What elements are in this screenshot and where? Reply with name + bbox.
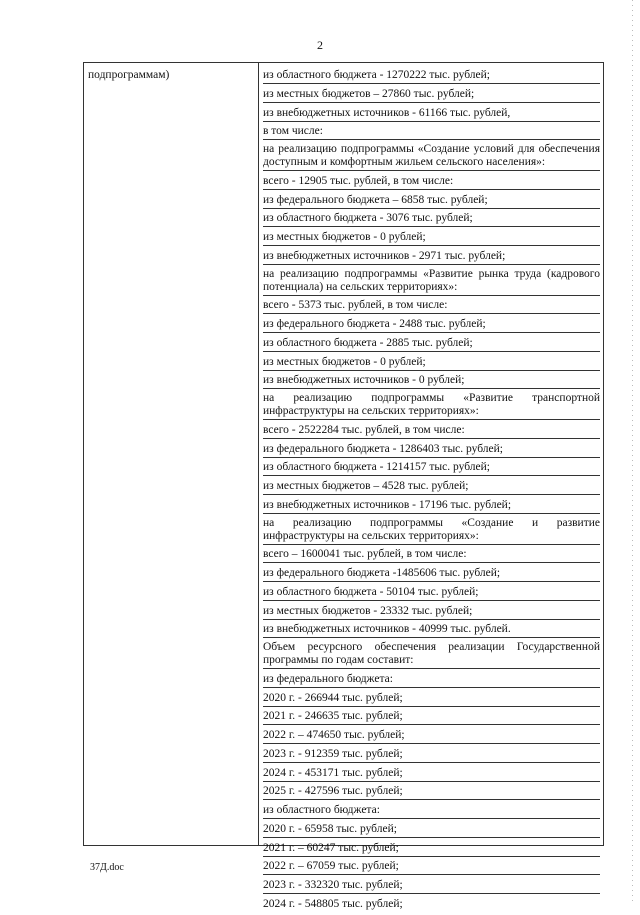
- table-line: из федерального бюджета -1485606 тыс. рублей;: [263, 566, 600, 582]
- table-line: 2023 г. - 912359 тыс. рублей;: [263, 747, 600, 763]
- table-line: 2021 г. - 246635 тыс. рублей;: [263, 709, 600, 725]
- right-cell: [263, 68, 600, 915]
- table-line: 2020 г. - 65958 тыс. рублей;: [263, 822, 600, 838]
- table-line: в том числе:: [263, 124, 600, 140]
- table-line: всего – 1600041 тыс. рублей, в том числе:: [263, 547, 600, 563]
- document-filename: 37Д.doc: [90, 862, 124, 873]
- table-line: из местных бюджетов - 0 рублей;: [263, 355, 600, 371]
- table-line: 2025 г. - 427596 тыс. рублей;: [263, 784, 600, 800]
- subprogram-heading: на реализацию подпрограммы «Развитие транспортной инфраструктуры на сельских территориях»:: [263, 392, 600, 420]
- table-line: из областного бюджета - 3076 тыс. рублей;: [263, 211, 600, 227]
- table-line: 2022 г. – 474650 тыс. рублей;: [263, 728, 600, 744]
- scan-edge-dots: [632, 0, 633, 905]
- table-line: из местных бюджетов – 4528 тыс. рублей;: [263, 479, 600, 495]
- table-line: из областного бюджета - 1270222 тыс. рублей;: [263, 68, 600, 84]
- table-line: всего - 2522284 тыс. рублей, в том числе:: [263, 423, 600, 439]
- table-line: из областного бюджета - 50104 тыс. рублей;: [263, 585, 600, 601]
- table-line: 2024 г. - 453171 тыс. рублей;: [263, 766, 600, 782]
- table-line: 2021 г. – 60247 тыс. рублей;: [263, 841, 600, 857]
- table-line: 2024 г. - 548805 тыс. рублей;: [263, 897, 403, 910]
- table-line: из федерального бюджета - 1286403 тыс. рублей;: [263, 442, 600, 458]
- funding-by-year-heading: Объем ресурсного обеспечения реализации Государственной программы по годам составит:: [263, 641, 600, 669]
- table-line: из областного бюджета - 1214157 тыс. рублей;: [263, 460, 600, 476]
- table-line: из внебюджетных источников - 0 рублей;: [263, 373, 600, 389]
- subprogram-heading: на реализацию подпрограммы «Создание условий для обеспечения доступным и комфортным жильем сельского населения»:: [263, 143, 600, 171]
- table-line: из областного бюджета - 2885 тыс. рублей;: [263, 336, 600, 352]
- table-line: из внебюджетных источников - 40999 тыс. рублей.: [263, 622, 600, 638]
- table-line: всего - 5373 тыс. рублей, в том числе:: [263, 298, 600, 314]
- table-line: из федерального бюджета - 2488 тыс. рублей;: [263, 317, 600, 333]
- table-line: из местных бюджетов - 23332 тыс. рублей;: [263, 604, 600, 620]
- table-line: из местных бюджетов – 27860 тыс. рублей;: [263, 87, 600, 103]
- subprogram-heading: на реализацию подпрограммы «Создание и развитие инфраструктуры на сельских территориях»:: [263, 517, 600, 545]
- table-line: 2020 г. - 266944 тыс. рублей;: [263, 691, 600, 707]
- column-divider: [258, 63, 259, 845]
- table-line: из местных бюджетов - 0 рублей;: [263, 230, 600, 246]
- table-line: из областного бюджета:: [263, 803, 600, 819]
- table-line: всего - 12905 тыс. рублей, в том числе:: [263, 174, 600, 190]
- table-line: из внебюджетных источников - 61166 тыс. рублей,: [263, 106, 600, 122]
- left-cell-label: подпрограммам): [88, 69, 170, 81]
- table-line: из внебюджетных источников - 17196 тыс. рублей;: [263, 498, 600, 514]
- subprogram-heading: на реализацию подпрограммы «Развитие рынка труда (кадрового потенциала) на сельских территориях»:: [263, 268, 600, 296]
- table-line: из федерального бюджета:: [263, 672, 600, 688]
- page-number: 2: [317, 38, 323, 52]
- table-line: из федерального бюджета – 6858 тыс. рублей;: [263, 193, 600, 209]
- table-line: 2022 г. – 67059 тыс. рублей;: [263, 859, 600, 875]
- table-line: 2023 г. - 332320 тыс. рублей;: [263, 878, 600, 894]
- table-line: из внебюджетных источников - 2971 тыс. рублей;: [263, 249, 600, 265]
